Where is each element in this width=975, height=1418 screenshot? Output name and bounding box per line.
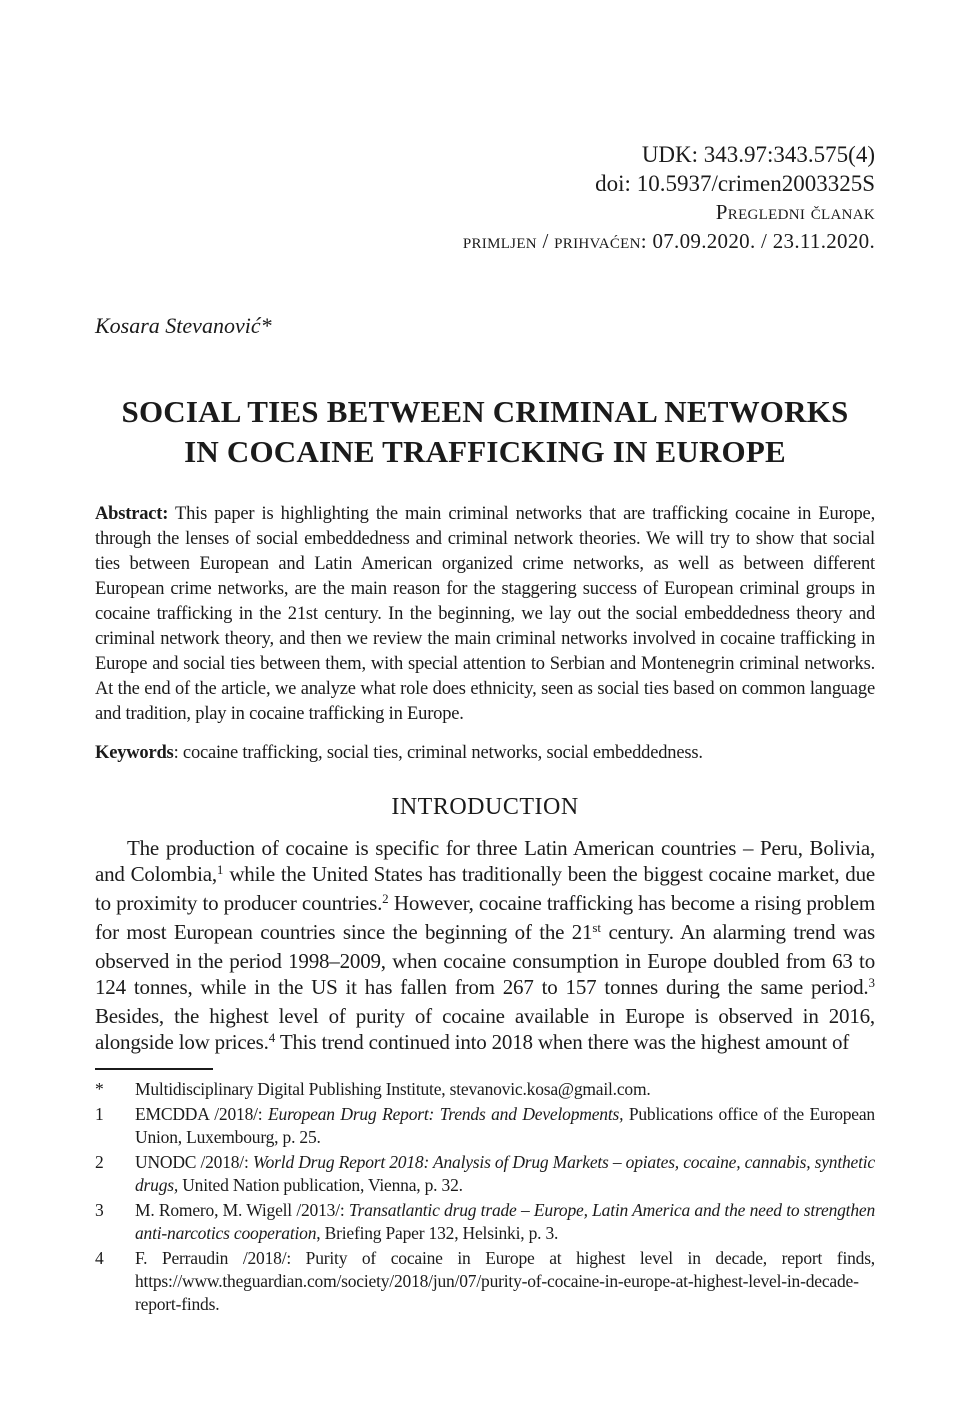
introduction-paragraph: The production of cocaine is specific for three Latin American countries – Peru, Bolivia, and Colombia,$^1$ while the United States has traditionally been the biggest cocaine market, due to proximity to producer countries.$^2$ However, cocaine trafficking has become a rising problem for most European countries since the beginning of the 21st century. An alarming trend was observed in the period 1998–2009, when cocaine consumption in Europe doubled from 63 to 124 tonnes, while in the US it has fallen from 267 to 157 tonnes during the same period.$^3$ Besides, the highest level of purity of cocaine available in Europe is observed in 2016, alongside low prices.$^4$ This trend continued into 2018 when there was the highest amount of xyxy=(95,836,876,1054)
footnote-item-asterisk xyxy=(95,1078,875,1101)
footnote-marker: 4 xyxy=(95,1248,104,1268)
received-accepted-line: primljen / prihvaćen: 07.09.2020. / 23.11.2020. xyxy=(462,229,875,253)
footnote-list xyxy=(95,1078,875,1316)
header-meta xyxy=(95,0,875,256)
abstract-paragraph: Abstract: This paper is highlighting the main criminal networks that are trafficking cocaine in Europe, through the lenses of social embeddedness and criminal network theories. We will try to show that social ties between European and Latin American organized crime networks, as well as between different European crime networks, are the main reason for the staggering success of European criminal groups in cocaine trafficking in the 21st century. In the beginning, we lay out the social embeddedness theory and criminal network theory, and then we review the main criminal networks involved in cocaine trafficking in Europe and social ties between them, with special attention to Serbian and Montenegrin criminal networks. At the end of the article, we analyze what role does ethnicity, seen as social ties based on common language and tradition, play in cocaine trafficking in Europe. xyxy=(95,504,875,724)
footnote-item-3 xyxy=(95,1199,875,1245)
doi-line: doi: 10.5937/crimen2003325S xyxy=(595,171,875,196)
footnote-item-4 xyxy=(95,1247,875,1316)
footnote-marker: 2 xyxy=(95,1152,104,1172)
footnote-marker: 3 xyxy=(95,1200,104,1220)
footnote-text: UNODC /2018/: World Drug Report 2018: Analysis of Drug Markets – opiates, cocaine, cannabis, synthetic drugs, United Nation publication, Vienna, p. 32. xyxy=(135,1152,875,1195)
paper-title-line-1: SOCIAL TIES BETWEEN CRIMINAL NETWORKS xyxy=(121,394,849,429)
article-type-line: Pregledni članak xyxy=(715,200,875,224)
footnote-text: M. Romero, M. Wigell /2013/: Transatlantic drug trade – Europe, Latin America and the need to strengthen anti-narcotics cooperation, Briefing Paper 132, Helsinki, p. 3. xyxy=(135,1200,876,1243)
footnote-text: F. Perraudin /2018/: Purity of cocaine in Europe at highest level in decade, report finds, https://www.theguardian.com/society/2018/jun/07/purity-of-cocaine-in-europe-at-highest-level-in-decade-report-finds. xyxy=(135,1248,875,1314)
author-name: Kosara Stevanović* xyxy=(95,313,272,338)
footnote-marker: * xyxy=(95,1079,104,1099)
page-content xyxy=(95,0,875,1316)
paper-title xyxy=(95,392,875,472)
footnote-marker: 1 xyxy=(95,1104,104,1124)
footnote-text: EMCDDA /2018/: European Drug Report: Trends and Developments, Publications office of the European Union, Luxembourg, p. 25. xyxy=(135,1104,875,1147)
footnote-item-2 xyxy=(95,1151,875,1197)
udk-line: UDK: 343.97:343.575(4) xyxy=(641,142,875,167)
footnote-item-1 xyxy=(95,1103,875,1149)
footnote-separator xyxy=(95,1068,213,1070)
section-heading-introduction: INTRODUCTION xyxy=(391,794,579,820)
keywords-line: Keywords: cocaine trafficking, social ties, criminal networks, social embeddedness. xyxy=(95,743,703,763)
footnote-text: Multidisciplinary Digital Publishing Institute, stevanovic.kosa@gmail.com. xyxy=(135,1079,651,1099)
paper-title-line-2: IN COCAINE TRAFFICKING IN EUROPE xyxy=(184,434,786,469)
